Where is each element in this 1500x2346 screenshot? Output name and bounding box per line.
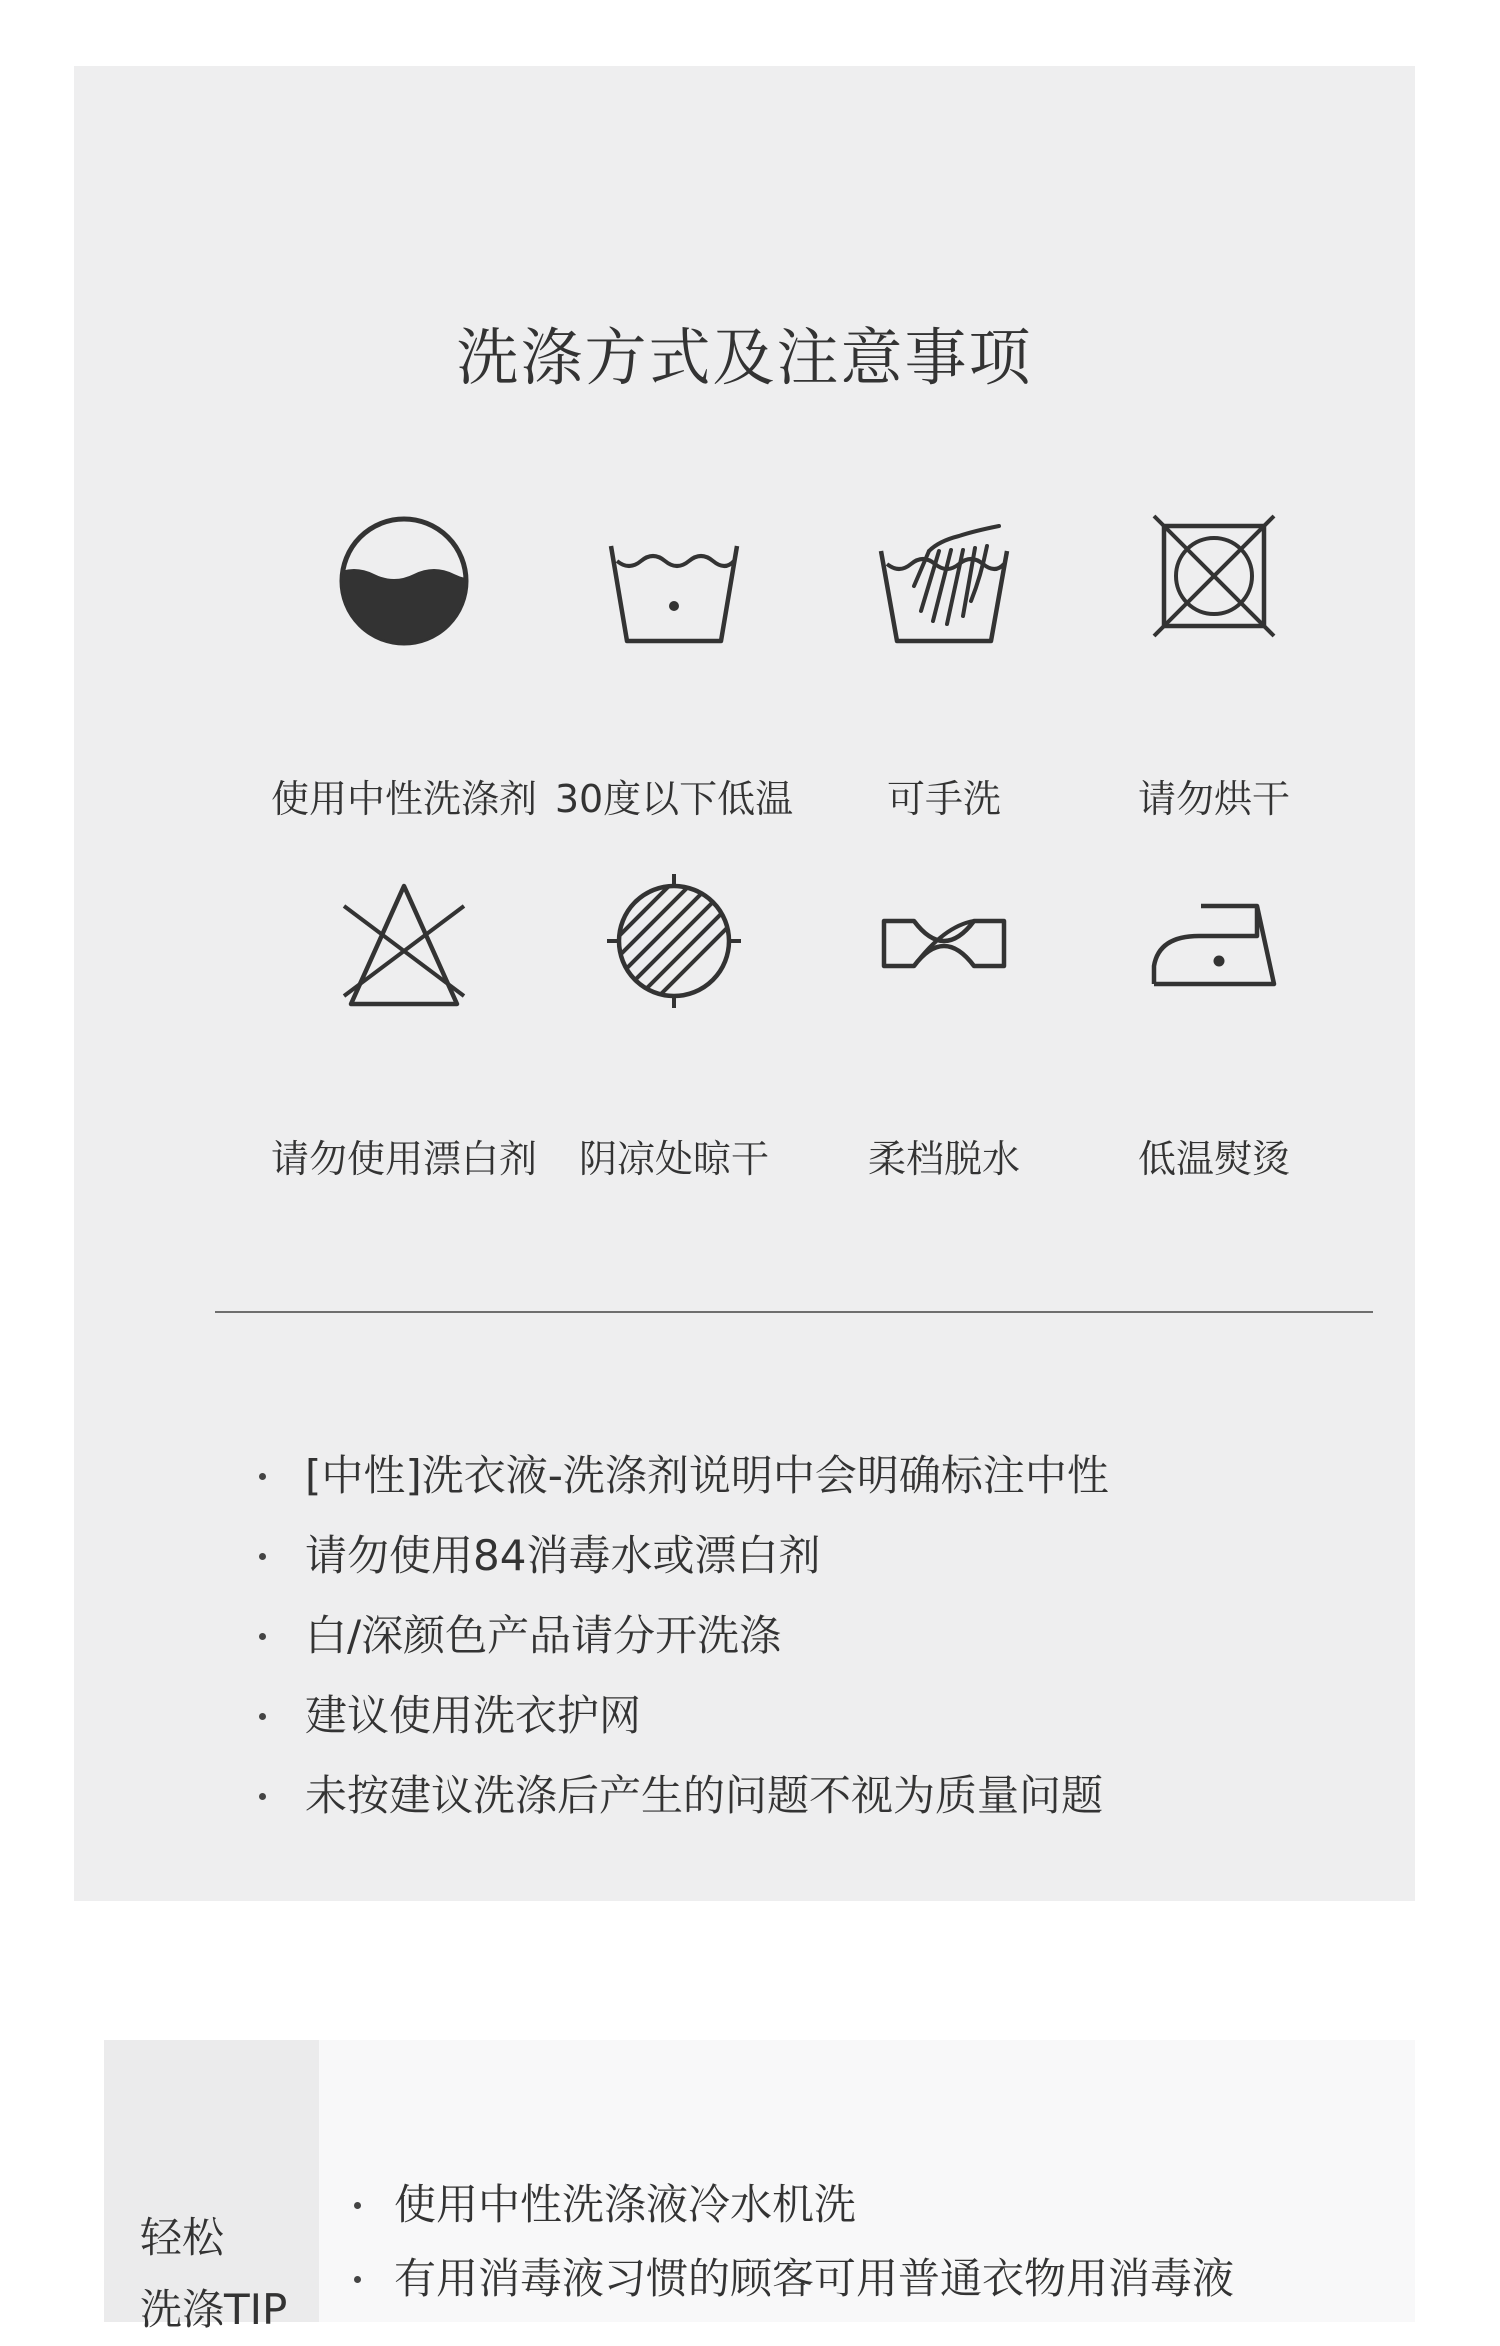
note-text: [中性]洗衣液-洗涤剂说明中会明确标注中性 — [305, 1451, 1109, 1500]
bullet-icon — [259, 1793, 266, 1800]
bullet-icon — [354, 2276, 361, 2283]
tip-heading-cell — [104, 2040, 319, 2334]
care-item-no-tumble-dry — [1079, 506, 1349, 821]
list-item — [249, 1436, 1109, 1516]
care-label: 柔档脱水 — [867, 1137, 1020, 1181]
note-text: 未按建议洗涤后产生的问题不视为质量问题 — [305, 1771, 1104, 1820]
section-divider — [215, 1311, 1373, 1313]
neutral-detergent-icon — [319, 506, 489, 656]
care-label: 阴凉处晾干 — [578, 1137, 769, 1181]
bullet-icon — [259, 1633, 266, 1640]
care-item-low-iron — [1079, 866, 1349, 1181]
list-item — [344, 2168, 1234, 2242]
note-text: 建议使用洗衣护网 — [305, 1691, 642, 1740]
no-tumble-dry-icon — [1129, 506, 1299, 656]
note-text: 请勿使用84消毒水或漂白剂 — [305, 1531, 821, 1580]
care-item-hand-wash — [809, 506, 1079, 821]
low-iron-icon — [1129, 866, 1299, 1016]
washing-tip-box — [104, 2040, 1415, 2334]
care-label: 请勿使用漂白剂 — [270, 1137, 537, 1181]
care-label: 使用中性洗涤剂 — [270, 777, 537, 821]
page-title: 洗涤方式及注意事项 — [456, 321, 1033, 394]
care-item-gentle-spin — [809, 866, 1079, 1181]
care-label: 请勿烘干 — [1137, 777, 1290, 821]
care-item-no-bleach — [269, 866, 539, 1181]
list-item — [249, 1516, 1109, 1596]
bullet-icon — [259, 1473, 266, 1480]
care-label: 可手洗 — [886, 777, 1001, 821]
care-item-neutral-detergent — [269, 506, 539, 821]
list-item — [249, 1756, 1109, 1836]
care-item-wash-30 — [539, 506, 809, 821]
tip-text: 使用中性洗涤液冷水机洗 — [394, 2180, 857, 2229]
note-text: 白/深颜色产品请分开洗涤 — [305, 1611, 782, 1660]
list-item — [249, 1676, 1109, 1756]
list-item — [249, 1596, 1109, 1676]
care-symbol-grid — [269, 506, 1349, 1186]
tip-list — [344, 2168, 1234, 2316]
care-item-dry-in-shade — [539, 866, 809, 1181]
care-instructions-panel — [74, 66, 1415, 1901]
list-item — [344, 2242, 1234, 2316]
care-label: 30度以下低温 — [554, 777, 794, 821]
gentle-spin-icon — [859, 866, 1029, 1016]
tip-text: 有用消毒液习惯的顾客可用普通衣物用消毒液 — [394, 2254, 1235, 2303]
bullet-icon — [259, 1553, 266, 1560]
wash-30-icon — [589, 506, 759, 656]
hand-wash-icon — [859, 506, 1029, 656]
tip-heading: 轻松 洗涤TIP — [140, 2213, 288, 2334]
no-bleach-icon — [319, 866, 489, 1016]
care-label: 低温熨烫 — [1137, 1137, 1290, 1181]
care-notes-list — [249, 1436, 1109, 1836]
bullet-icon — [354, 2202, 361, 2209]
bullet-icon — [259, 1713, 266, 1720]
dry-in-shade-icon — [589, 866, 759, 1016]
